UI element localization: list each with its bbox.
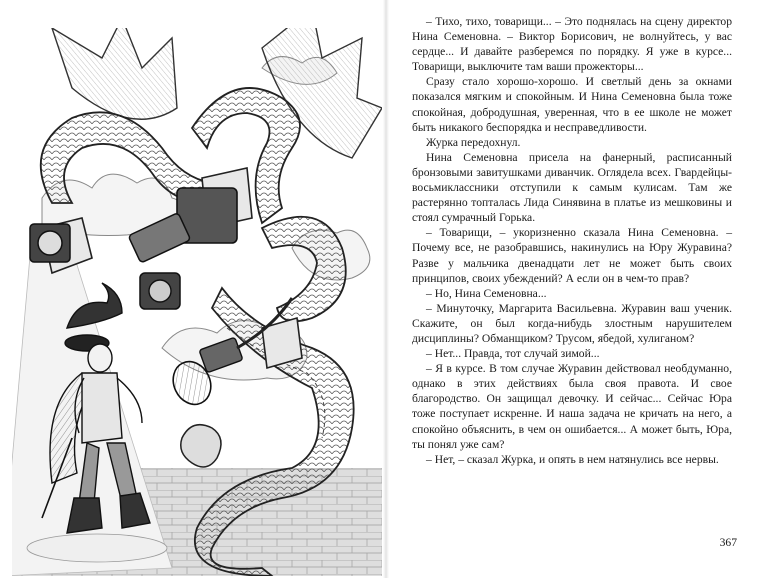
page-gutter [383,0,389,578]
paragraph: – Нет, – сказал Журка, и опять в нем натянулись все нервы. [426,452,719,466]
page-number: 367 [719,536,737,549]
paragraph: – Тихо, тихо, товарищи... – Это поднялась на сцену директор Нина Семеновна. – Виктор Борисович, не волнуйтесь, у вас сердце... И давайте разберемся по порядку. Я уже в курсе... Товарищи, выключите там ваши прожекторы... [412,15,732,74]
dragon-illustration [12,28,382,576]
text-page [412,14,732,544]
paragraph: Журка передохнул. [426,135,521,149]
paragraph: – Нет... Правда, тот случай зимой... [426,347,600,361]
spotlight-icon [30,224,70,262]
paragraph: – Но, Нина Семеновна... [426,286,547,300]
paragraph: Сразу стало хорошо-хорошо. И светлый день за окнами показался мягким и спокойным. И Нина Семеновна была тоже спокойная, добродушная, уверенная, что в ее школе не может быть никакого беспорядка и несправедливости. [412,75,732,134]
paragraph: – Я в курсе. В том случае Журавин действовал необдуманно, однако в этих действиях была своя правота. И свое благородство. Он защищал девочку. И сейчас... Сейчас Юра тоже поступает искренне. И наша задача не кричать на него, а спокойно объяснить, в чем он ошибается... А может быть, Юра, ты понял уже сам? [412,362,732,451]
dragon-drawing [12,28,382,576]
paragraph: Нина Семеновна присела на фанерный, расписанный бронзовыми завитушками диванчик. Оглядела всех. Гвардейцы-восьмиклассники отступили к самым кулисам. Там же растерянно топталась Лида Синявина в платье из мешковины и стоял сумрачный Горька. [412,150,732,225]
paragraph: – Минуточку, Маргарита Васильевна. Журавин ваш ученик. Скажите, он был когда-нибудь злостным нарушителем дисциплины? Обманщиком? Трусом, ябедой, хулиганом? [412,301,732,345]
paragraph: – Товарищи, – укоризненно сказала Нина Семеновна. – Почему все, не разобравшись, накинулись на Юру Журавина? Разве у мальчика двенадцати лет не может быть своих принципов, своих убеждений? А если он в чем-то прав? [412,226,732,285]
